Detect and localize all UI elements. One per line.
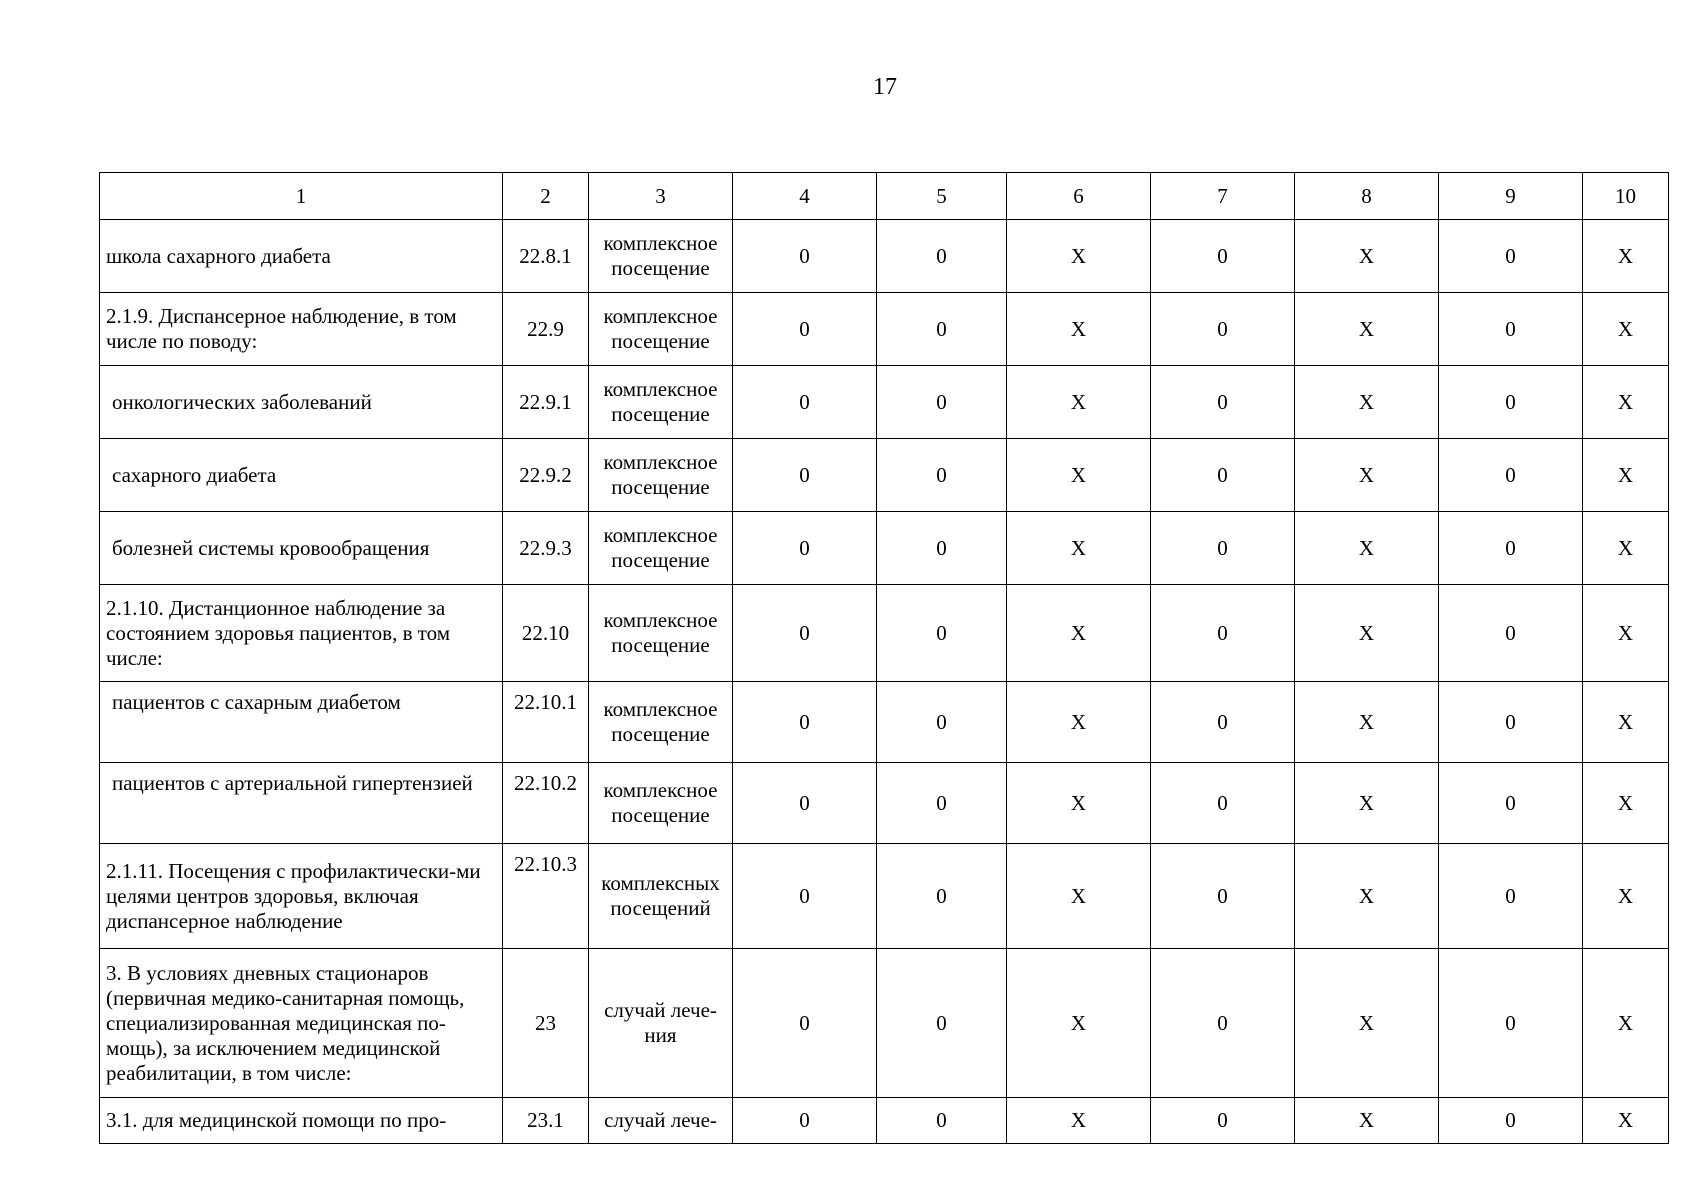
cell-col7: 0: [1151, 763, 1295, 844]
row-unit: [589, 366, 733, 439]
row-unit: [589, 844, 733, 949]
row-name: 3. В условиях дневных стационаров (первичная медико-санитарная помощь, специализированная медицинская по-мощь), за исключением медицинской реабилитации, в том числе:: [100, 949, 503, 1098]
cell-col4: 0: [733, 366, 877, 439]
row-code: 22.9.2: [503, 439, 589, 512]
row-name: 2.1.11. Посещения с профилактически-ми целями центров здоровья, включая диспансерное наблюдение: [100, 844, 503, 949]
row-name: школа сахарного диабета: [100, 220, 503, 293]
column-header: 4: [733, 173, 877, 220]
row-code: 22.10: [503, 585, 589, 682]
cell-col8: X: [1295, 366, 1439, 439]
row-unit-text: комплексное посещение: [603, 304, 718, 353]
cell-col6: X: [1007, 220, 1151, 293]
cell-col7: 0: [1151, 293, 1295, 366]
column-header: 10: [1583, 173, 1669, 220]
cell-col5: 0: [877, 844, 1007, 949]
row-name: 2.1.10. Дистанционное наблюдение за состоянием здоровья пациентов, в том числе:: [100, 585, 503, 682]
cell-col5: 0: [877, 949, 1007, 1098]
row-unit: [589, 585, 733, 682]
column-header: 8: [1295, 173, 1439, 220]
cell-col4: 0: [733, 844, 877, 949]
cell-col9: 0: [1439, 585, 1583, 682]
cell-col4: 0: [733, 293, 877, 366]
cell-col6: X: [1007, 1098, 1151, 1144]
row-name: 2.1.9. Диспансерное наблюдение, в том числе по поводу:: [100, 293, 503, 366]
cell-col4: 0: [733, 512, 877, 585]
cell-col9: 0: [1439, 512, 1583, 585]
column-header: 6: [1007, 173, 1151, 220]
row-unit-text: комплексное посещение: [603, 608, 718, 657]
cell-col4: 0: [733, 1098, 877, 1144]
table-header-row: [100, 173, 1669, 220]
table-row: [100, 763, 1669, 844]
cell-col9: 0: [1439, 439, 1583, 512]
row-name: сахарного диабета: [100, 439, 503, 512]
cell-col7: 0: [1151, 512, 1295, 585]
cell-col5: 0: [877, 220, 1007, 293]
column-header: 7: [1151, 173, 1295, 220]
cell-col6: X: [1007, 366, 1151, 439]
cell-col10: X: [1583, 1098, 1669, 1144]
row-unit: [589, 220, 733, 293]
cell-col10: X: [1583, 763, 1669, 844]
cell-col7: 0: [1151, 682, 1295, 763]
row-code: 22.8.1: [503, 220, 589, 293]
cell-col9: 0: [1439, 949, 1583, 1098]
row-unit-text: комплексное посещение: [603, 231, 718, 280]
cell-col9: 0: [1439, 220, 1583, 293]
row-unit-text: комплексное посещение: [603, 523, 718, 572]
cell-col5: 0: [877, 512, 1007, 585]
cell-col9: 0: [1439, 763, 1583, 844]
cell-col8: X: [1295, 220, 1439, 293]
cell-col4: 0: [733, 439, 877, 512]
cell-col4: 0: [733, 220, 877, 293]
row-code: 22.9.3: [503, 512, 589, 585]
cell-col10: X: [1583, 682, 1669, 763]
cell-col7: 0: [1151, 585, 1295, 682]
row-name: пациентов с артериальной гипертензией: [100, 763, 503, 844]
row-unit-text: случай лече-ния: [604, 998, 717, 1047]
cell-col4: 0: [733, 682, 877, 763]
cell-col7: 0: [1151, 949, 1295, 1098]
cell-col6: X: [1007, 844, 1151, 949]
row-unit: [589, 1098, 733, 1144]
cell-col4: 0: [733, 763, 877, 844]
cell-col7: 0: [1151, 366, 1295, 439]
cell-col5: 0: [877, 366, 1007, 439]
table-row: [100, 949, 1669, 1098]
cell-col6: X: [1007, 439, 1151, 512]
column-header: 9: [1439, 173, 1583, 220]
row-unit-text: комплексное посещение: [603, 778, 718, 827]
cell-col10: X: [1583, 439, 1669, 512]
row-unit: [589, 293, 733, 366]
cell-col10: X: [1583, 293, 1669, 366]
cell-col5: 0: [877, 763, 1007, 844]
row-code: 22.9.1: [503, 366, 589, 439]
cell-col4: 0: [733, 949, 877, 1098]
cell-col9: 0: [1439, 293, 1583, 366]
cell-col10: X: [1583, 844, 1669, 949]
table-row: [100, 844, 1669, 949]
cell-col6: X: [1007, 585, 1151, 682]
row-unit: [589, 512, 733, 585]
row-name: болезней системы кровообращения: [100, 512, 503, 585]
cell-col10: X: [1583, 512, 1669, 585]
cell-col6: X: [1007, 763, 1151, 844]
cell-col5: 0: [877, 585, 1007, 682]
row-unit-text: комплексное посещение: [603, 450, 718, 499]
row-name: онкологических заболеваний: [100, 366, 503, 439]
row-unit: [589, 763, 733, 844]
table-row: [100, 1098, 1669, 1144]
table-row: [100, 585, 1669, 682]
cell-col9: 0: [1439, 844, 1583, 949]
cell-col8: X: [1295, 763, 1439, 844]
table-row: [100, 439, 1669, 512]
row-unit-text: комплексное посещение: [603, 697, 718, 746]
cell-col8: X: [1295, 844, 1439, 949]
cell-col10: X: [1583, 220, 1669, 293]
cell-col7: 0: [1151, 844, 1295, 949]
cell-col9: 0: [1439, 682, 1583, 763]
cell-col10: X: [1583, 585, 1669, 682]
cell-col8: X: [1295, 682, 1439, 763]
row-unit-text: случай лече-: [604, 1108, 717, 1132]
cell-col6: X: [1007, 682, 1151, 763]
cell-col7: 0: [1151, 1098, 1295, 1144]
cell-col8: X: [1295, 439, 1439, 512]
row-code: 22.10.2: [503, 763, 589, 844]
row-name: пациентов с сахарным диабетом: [100, 682, 503, 763]
cell-col5: 0: [877, 439, 1007, 512]
cell-col6: X: [1007, 293, 1151, 366]
row-code: 23.1: [503, 1098, 589, 1144]
row-name: 3.1. для медицинской помощи по про-: [100, 1098, 503, 1144]
cell-col10: X: [1583, 949, 1669, 1098]
cell-col5: 0: [877, 682, 1007, 763]
page-number: 17: [873, 74, 897, 100]
table-row: [100, 682, 1669, 763]
cell-col6: X: [1007, 949, 1151, 1098]
column-header: 3: [589, 173, 733, 220]
row-code: 22.10.3: [503, 844, 589, 949]
cell-col8: X: [1295, 512, 1439, 585]
cell-col7: 0: [1151, 220, 1295, 293]
cell-col8: X: [1295, 585, 1439, 682]
cell-col9: 0: [1439, 366, 1583, 439]
row-code: 23: [503, 949, 589, 1098]
cell-col8: X: [1295, 1098, 1439, 1144]
table-row: [100, 366, 1669, 439]
cell-col5: 0: [877, 1098, 1007, 1144]
cell-col9: 0: [1439, 1098, 1583, 1144]
table-row: [100, 293, 1669, 366]
column-header: 5: [877, 173, 1007, 220]
row-unit: [589, 682, 733, 763]
row-unit-text: комплексное посещение: [603, 377, 718, 426]
cell-col8: X: [1295, 949, 1439, 1098]
row-code: 22.10.1: [503, 682, 589, 763]
table-row: [100, 512, 1669, 585]
column-header: 1: [100, 173, 503, 220]
cell-col8: X: [1295, 293, 1439, 366]
data-table: [99, 172, 1669, 1144]
cell-col5: 0: [877, 293, 1007, 366]
row-unit: [589, 439, 733, 512]
row-code: 22.9: [503, 293, 589, 366]
row-unit-text: комплексных посещений: [601, 871, 720, 920]
table-row: [100, 220, 1669, 293]
cell-col10: X: [1583, 366, 1669, 439]
cell-col7: 0: [1151, 439, 1295, 512]
cell-col4: 0: [733, 585, 877, 682]
cell-col6: X: [1007, 512, 1151, 585]
row-unit: [589, 949, 733, 1098]
column-header: 2: [503, 173, 589, 220]
